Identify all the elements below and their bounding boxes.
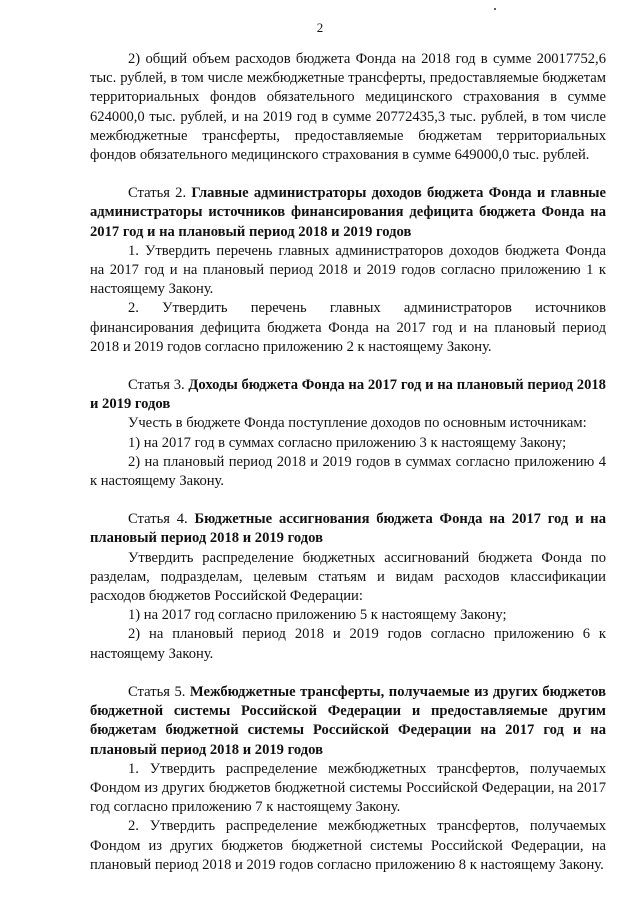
scan-speck — [494, 8, 496, 10]
article-4-paragraph-2: 1) на 2017 год согласно приложению 5 к настоящему Закону; — [128, 607, 507, 624]
article-2-paragraph-1: 1. Утвердить перечень главных администраторов доходов бюджета Фонда на 2017 год и на плановый период 2018 и 2019 годов согласно приложению 1 к настоящему Закону. — [90, 242, 606, 298]
article-title: Доходы бюджета Фонда на 2017 год и на плановый период 2018 и 2019 годов — [90, 377, 606, 413]
page-number: 2 — [316, 20, 324, 35]
article-4-paragraph-3: 2) на плановый период 2018 и 2019 годов согласно приложению 6 к настоящему Закону. — [90, 626, 606, 662]
article-2-heading — [90, 184, 606, 242]
article-4-heading — [90, 510, 606, 548]
article-2-paragraph-2: 2. Утвердить перечень главных администраторов источников финансирования дефицита бюджета Фонда на 2017 год и на плановый период 2018 и 2019 годов согласно приложению 2 к настоящему Закону. — [90, 300, 606, 355]
article-number: Статья 4. — [128, 511, 188, 528]
article-number: Статья 3. — [128, 377, 185, 394]
article-3-paragraph-3: 2) на плановый период 2018 и 2019 годов в суммах согласно приложению 4 к настоящему Закону. — [90, 453, 606, 490]
article-5-paragraph-2: 2. Утвердить распределение межбюджетных трансфертов, получаемых Фондом из других бюджетов бюджетной системы Российской Федерации, на плановый период 2018 и 2019 годов согласно приложению 8 к настоящему Закону. — [90, 818, 606, 873]
article-4-paragraph-1: Утвердить распределение бюджетных ассигнований бюджета Фонда по разделам, подразделам, целевым статьям и видам расходов классификации расходов бюджетов Российской Федерации: — [90, 549, 606, 605]
article-5-paragraph-1: 1. Утвердить распределение межбюджетных трансфертов, получаемых Фондом из других бюджетов бюджетной системы Российской Федерации, на 2017 год согласно приложению 7 к настоящему Закону. — [90, 760, 606, 816]
article-title: Бюджетные ассигнования бюджета Фонда на 2017 год и на плановый период 2018 и 2019 годов — [90, 511, 606, 547]
article-title: Межбюджетные трансферты, получаемые из других бюджетов бюджетной системы Российской Федерации и предоставляемые другим бюджетам бюджетной системы Российской Федерации на 2017 год и на плановый период 2018 и 2019 годов — [90, 683, 606, 758]
intro-paragraph: 2) общий объем расходов бюджета Фонда на 2018 год в сумме 20017752,6 тыс. рублей, в том числе межбюджетные трансферты, предоставляемые бюджетам территориальных фондов обязательного медицинского страхования в сумме 624000,0 тыс. рублей, и на 2019 год в сумме 20772435,3 тыс. рублей, в том числе межбюджетные трансферты, предоставляемые бюджетам территориальных фондов обязательного медицинского страхования в сумме 649000,0 тыс. рублей. — [90, 51, 606, 164]
article-number: Статья 2. — [128, 185, 187, 202]
article-3-paragraph-1: Учесть в бюджете Фонда поступление доходов по основным источникам: — [128, 415, 587, 432]
article-3-paragraph-2: 1) на 2017 год в суммах согласно приложению 3 к настоящему Закону; — [128, 434, 567, 451]
article-3-heading — [90, 376, 606, 414]
article-5-heading — [90, 683, 606, 760]
article-title: Главные администраторы доходов бюджета Фонда и главные администраторы источников финансирования дефицита бюджета Фонда на 2017 год и на плановый период 2018 и 2019 годов — [90, 185, 606, 240]
document-body — [90, 50, 606, 875]
article-number: Статья 5. — [128, 683, 186, 700]
